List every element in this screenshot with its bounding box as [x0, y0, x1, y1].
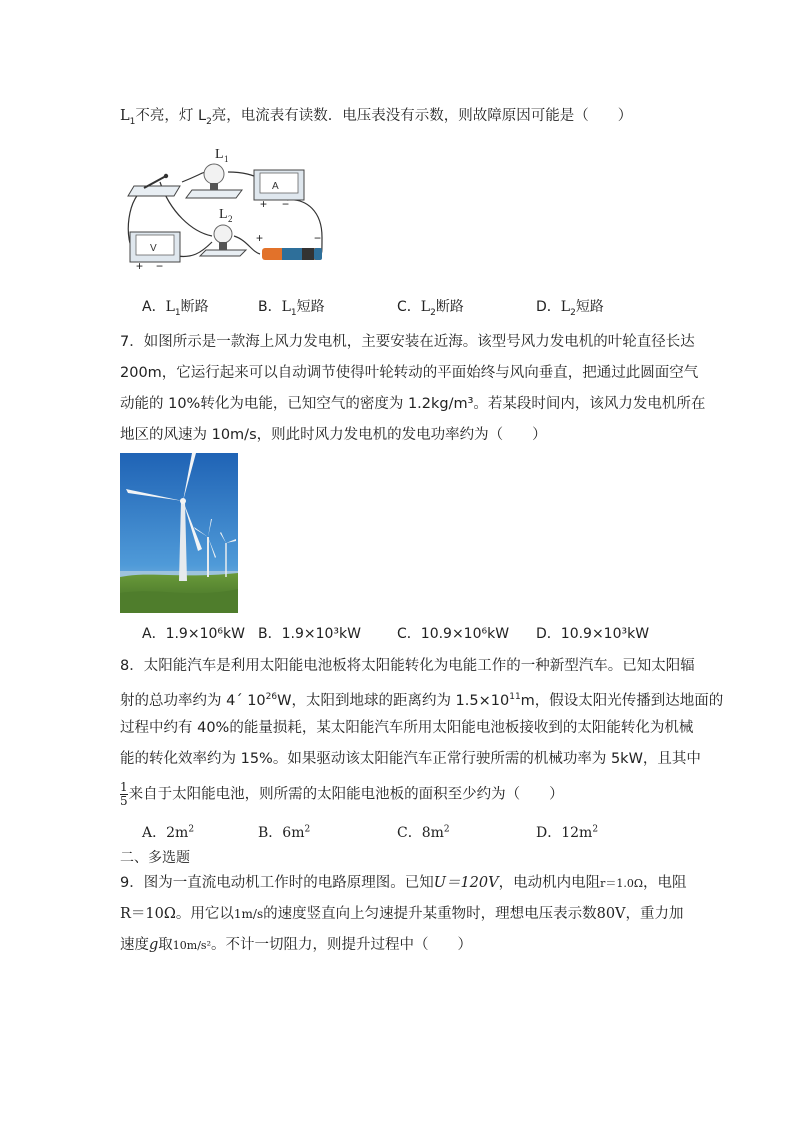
l1-label: L	[215, 147, 224, 162]
q8-option-a[interactable]: A．$2m^2$	[142, 824, 195, 841]
svg-text:+: +	[256, 231, 264, 245]
q6-option-b[interactable]: B．$L_1$短路	[258, 299, 325, 318]
q7-line-2: 200m，它运行起来可以自动调节使得叶轮转动的平面始终与风向垂直，把通过此圆面空气	[120, 365, 699, 381]
q7-option-d[interactable]: D．10.9×10³kW	[536, 626, 650, 642]
circuit-diagram	[122, 142, 342, 274]
q8-option-d[interactable]: D．$12m^2$	[536, 824, 599, 841]
q6-stem: $L_1$不亮，灯 $L_2$亮，电流表有读数．电压表没有示数，则故障原因可能是（ ）	[120, 108, 633, 127]
section-heading-multiple-choice: 二、多选题	[120, 850, 190, 866]
q9-line-3: 速度g取10m/s²。不计一切阻力，则提升过程中（ ）	[120, 937, 472, 953]
svg-text:+: +	[260, 197, 268, 211]
q7-line-4: 地区的风速为 10m/s，则此时风力发电机的发电功率约为（ ）	[120, 427, 547, 443]
q8-line-3: 过程中约有 40%的能量损耗，某太阳能汽车所用太阳能电池板接收到的太阳能转化为机械	[120, 720, 694, 736]
wind-turbine-photo	[120, 453, 238, 613]
battery-icon	[262, 248, 322, 260]
q7-option-c[interactable]: C．10.9×10⁶kW	[397, 626, 510, 642]
svg-text:2: 2	[228, 214, 233, 224]
q8-option-c[interactable]: C．$8m^2$	[397, 824, 450, 841]
svg-text:+: +	[136, 259, 144, 273]
q7-line-1: 7．如图所示是一款海上风力发电机，主要安装在近海。该型号风力发电机的叶轮直径长达	[120, 334, 695, 350]
q9-line-1: 9．图为一直流电动机工作时的电路原理图。已知U＝120V，电动机内电阻r＝1.0Ω，电阻	[120, 875, 687, 891]
ammeter-icon: A	[272, 181, 279, 192]
l2-label: L	[219, 207, 228, 222]
q6-option-c[interactable]: C．$L_2$断路	[397, 299, 464, 318]
q8-line-4: 能的转化效率约为 15%。如果驱动该太阳能汽车正常行驶所需的机械功率为 5kW，且其中	[120, 751, 701, 767]
q9-line-2: R＝10Ω。用它以1m/s的速度竖直向上匀速提升某重物时，理想电压表示数80V，重力加	[120, 906, 684, 922]
svg-text:−: −	[282, 197, 290, 211]
q7-option-b[interactable]: B．1.9×10³kW	[258, 626, 361, 642]
fraction-one-fifth: $\frac{1}{5}$	[120, 780, 128, 808]
bulb-l2-icon	[219, 242, 227, 250]
q8-line-2: 射的总功率约为 4´ $10^{26}W$，太阳到地球的距离约为 $1.5\times 10^{11}m$，假设太阳光传播到达地面的	[120, 692, 724, 709]
bulb-l1-icon	[210, 183, 218, 190]
q8-option-b[interactable]: B．$6m^2$	[258, 824, 311, 841]
q6-option-d[interactable]: D．$L_2$短路	[536, 299, 604, 318]
q8-line-5: $\frac{1}{5}$ 来自于太阳能电池，则所需的太阳能电池板的面积至少约为（ ）	[120, 780, 564, 808]
q7-option-a[interactable]: A．1.9×10⁶kW	[142, 626, 245, 642]
svg-text:1: 1	[224, 154, 229, 164]
q6-option-a[interactable]: A．$L_1$断路	[142, 299, 209, 318]
svg-text:−: −	[156, 259, 164, 273]
q8-line-1: 8．太阳能汽车是利用太阳能电池板将太阳能转化为电能工作的一种新型汽车。已知太阳辐	[120, 658, 695, 674]
voltmeter-icon: V	[150, 243, 157, 254]
q7-line-3: 动能的 10%转化为电能，已知空气的密度为 1.2kg/m³。若某段时间内，该风力发电机所在	[120, 396, 706, 412]
svg-text:−: −	[314, 231, 322, 245]
